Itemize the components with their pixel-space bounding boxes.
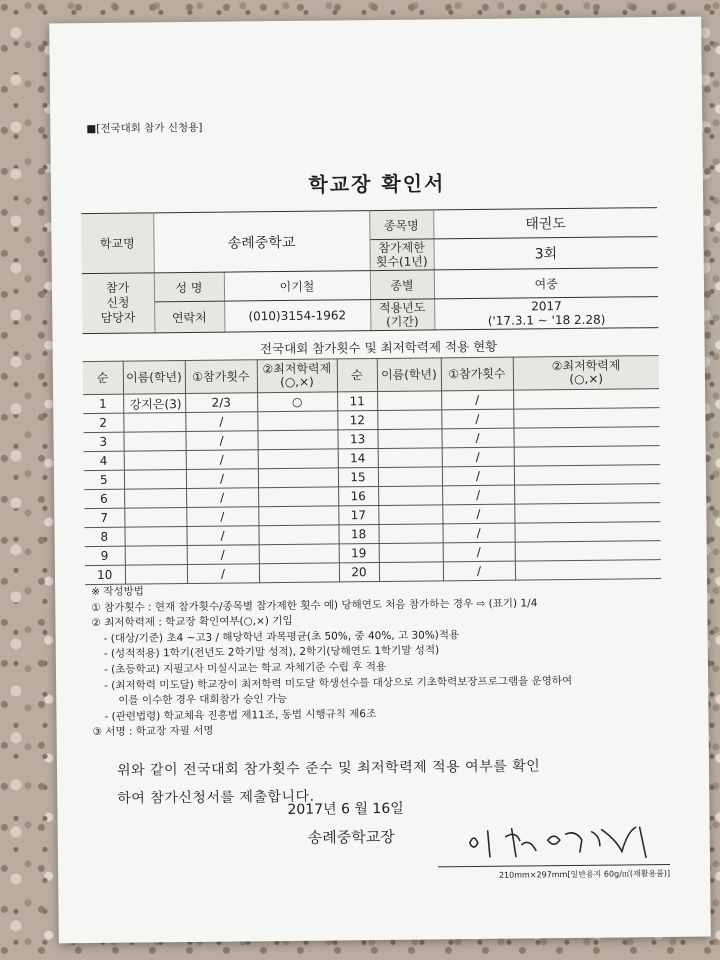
row-min: [258, 487, 338, 507]
row-count: /: [442, 466, 514, 486]
row-count: /: [186, 526, 258, 546]
row-name: [378, 524, 442, 544]
header-count: ①참가횟수: [441, 357, 513, 391]
school-label: 학교명: [81, 213, 154, 274]
row-count: /: [441, 390, 513, 410]
row-min: [259, 544, 339, 564]
row-count: /: [441, 428, 513, 448]
row-name: [123, 413, 185, 433]
row-count: /: [443, 542, 515, 562]
school-name: 송례중학교: [153, 211, 370, 273]
note-3: ③ 서명 : 학교장 자필 서명: [92, 725, 214, 739]
note-2e: - (관련법령) 학교체육 진흥법 제11조, 동법 시행규칙 제6조: [104, 707, 377, 723]
row-name: [124, 508, 186, 528]
row-number: 9: [85, 546, 125, 565]
row-name: [378, 486, 442, 506]
row-count: /: [186, 488, 258, 508]
row-count: /: [442, 504, 514, 524]
row-number: 15: [338, 468, 378, 487]
row-name: 강지은(3): [123, 394, 185, 414]
row-count: /: [187, 545, 259, 565]
row-number: 11: [337, 392, 377, 411]
row-min: [515, 541, 661, 562]
limit-label: 참가제한 횟수(1년): [369, 239, 433, 271]
row-number: 17: [338, 506, 378, 525]
row-count: /: [186, 450, 258, 470]
paper-info: 210mm×297mm[일반용지 60g/㎡(재활용품)]: [498, 868, 671, 880]
row-number: 20: [339, 563, 379, 582]
header-no: 순: [337, 359, 377, 392]
event-label: 종목명: [369, 210, 433, 240]
status-table: [83, 355, 661, 585]
row-name: [123, 432, 185, 452]
row-number: 18: [338, 525, 378, 544]
row-min: [513, 427, 659, 448]
row-number: 12: [337, 411, 377, 430]
row-number: 2: [83, 413, 123, 432]
divider: [438, 864, 670, 867]
header-count: ①참가횟수: [185, 360, 257, 394]
row-count: 2/3: [185, 393, 257, 413]
gender-value: 여중: [434, 268, 658, 299]
row-number: 14: [338, 449, 378, 468]
header-name: 이름(학년): [377, 358, 441, 392]
row-count: /: [185, 431, 257, 451]
row-name: [125, 546, 187, 566]
row-number: 8: [84, 527, 124, 546]
event-value: 태권도: [433, 208, 657, 239]
row-min: [258, 468, 338, 488]
row-count: /: [441, 409, 513, 429]
row-min: [514, 522, 660, 543]
row-min: [515, 560, 661, 581]
header-no: 순: [83, 361, 123, 394]
row-count: /: [442, 447, 514, 467]
row-min: [514, 503, 660, 524]
row-name: [379, 543, 443, 563]
row-min: [257, 411, 337, 431]
row-number: 10: [85, 565, 125, 584]
row-min: ○: [257, 392, 337, 412]
row-min: [257, 430, 337, 450]
row-min: [514, 465, 660, 486]
row-name: [377, 429, 441, 449]
document-title: 학교장 확인서: [308, 171, 446, 197]
row-name: [378, 505, 442, 525]
principal-title: 송례중학교장: [307, 827, 395, 847]
header-min: ②최저학력제 (○,×): [257, 359, 337, 393]
contact-value: (010)3154-1962: [224, 300, 370, 333]
form-tag: ■[전국대회 참가 신청용]: [86, 121, 203, 136]
row-count: /: [185, 412, 257, 432]
note-2c: - (초등학교) 지필고사 미실시교는 학교 자체기준 수립 후 적용: [103, 660, 387, 676]
row-name: [377, 410, 441, 430]
row-name: [378, 448, 442, 468]
row-min: [513, 389, 659, 410]
row-number: 1: [83, 394, 123, 413]
header-name: 이름(학년): [123, 361, 185, 395]
date: 2017년 6 월 16일: [287, 800, 404, 818]
row-name: [124, 489, 186, 509]
row-name: [125, 565, 187, 585]
row-count: /: [442, 485, 514, 505]
row-name: [124, 451, 186, 471]
contact-label: 연락처: [154, 301, 224, 333]
row-name: [124, 470, 186, 490]
row-count: /: [187, 564, 259, 584]
info-table: [81, 207, 658, 334]
year-label: 적용년도 (기간): [370, 299, 434, 331]
notes-section: [91, 579, 683, 741]
signature-icon: [462, 821, 662, 863]
row-number: 6: [84, 489, 124, 508]
row-min: [258, 506, 338, 526]
notes-heading: ※ 작성방법: [91, 585, 144, 599]
gender-label: 종별: [370, 270, 434, 300]
limit-value: 3회: [433, 237, 657, 270]
status-title: 전국대회 참가횟수 및 최저학력제 적용 현황: [259, 338, 498, 357]
row-min: [258, 449, 338, 469]
row-min: [259, 563, 339, 583]
row-number: 7: [84, 508, 124, 527]
name-label: 성 명: [154, 272, 224, 302]
row-count: /: [442, 523, 514, 543]
header-min: ②최저학력제 (○,×): [513, 356, 659, 391]
row-number: 5: [84, 470, 124, 489]
note-1: ① 참가횟수 : 현재 참가횟수/종목별 참가제한 횟수 예) 당해연도 처음 참가하는 경우 ⇨ (표기) 1/4: [91, 596, 538, 614]
row-number: 19: [339, 544, 379, 563]
note-2a: - (대상/기준) 초4 ~고3 / 해당학년 과목평균(초 50%, 중 40%, 고 30%)적용: [103, 628, 460, 645]
row-name: [124, 527, 186, 547]
person-label: 참가 신청 담당자: [82, 273, 155, 334]
year-value: 2017 ('17.3.1 ~ '18 2.28): [434, 297, 658, 330]
note-2: ② 최저학력제 : 학교장 확인여부(○,×) 기입: [91, 615, 293, 630]
name-value: 이기철: [224, 271, 370, 302]
row-number: 16: [338, 487, 378, 506]
confirm-text: 위와 같이 전국대회 참가횟수 준수 및 최저학력제 적용 여부를 확인 하여 참가신청서를 제출합니다.: [116, 758, 541, 807]
row-name: [378, 467, 442, 487]
row-count: /: [186, 507, 258, 527]
row-name: [377, 391, 441, 411]
document-paper: [49, 17, 711, 944]
row-number: 4: [84, 451, 124, 470]
note-2d: - (최저학력 미도달) 학교장이 최저학력 미도달 학생선수를 대상으로 기초학력보장프로그램을 운영하여: [104, 674, 573, 692]
row-number: 13: [337, 430, 377, 449]
note-2d-cont: 이를 이수한 경우 대회참가 승인 가능: [118, 693, 288, 707]
row-name: [379, 562, 443, 582]
row-count: /: [443, 561, 515, 581]
row-min: [513, 408, 659, 429]
note-2b: - (성적적용) 1학기(전년도 2학기말 성적), 2학기(당해연도 1학기말 성적): [103, 644, 440, 661]
row-min: [258, 525, 338, 545]
row-count: /: [186, 469, 258, 489]
row-min: [514, 484, 660, 505]
row-min: [514, 446, 660, 467]
row-number: 3: [83, 432, 123, 451]
